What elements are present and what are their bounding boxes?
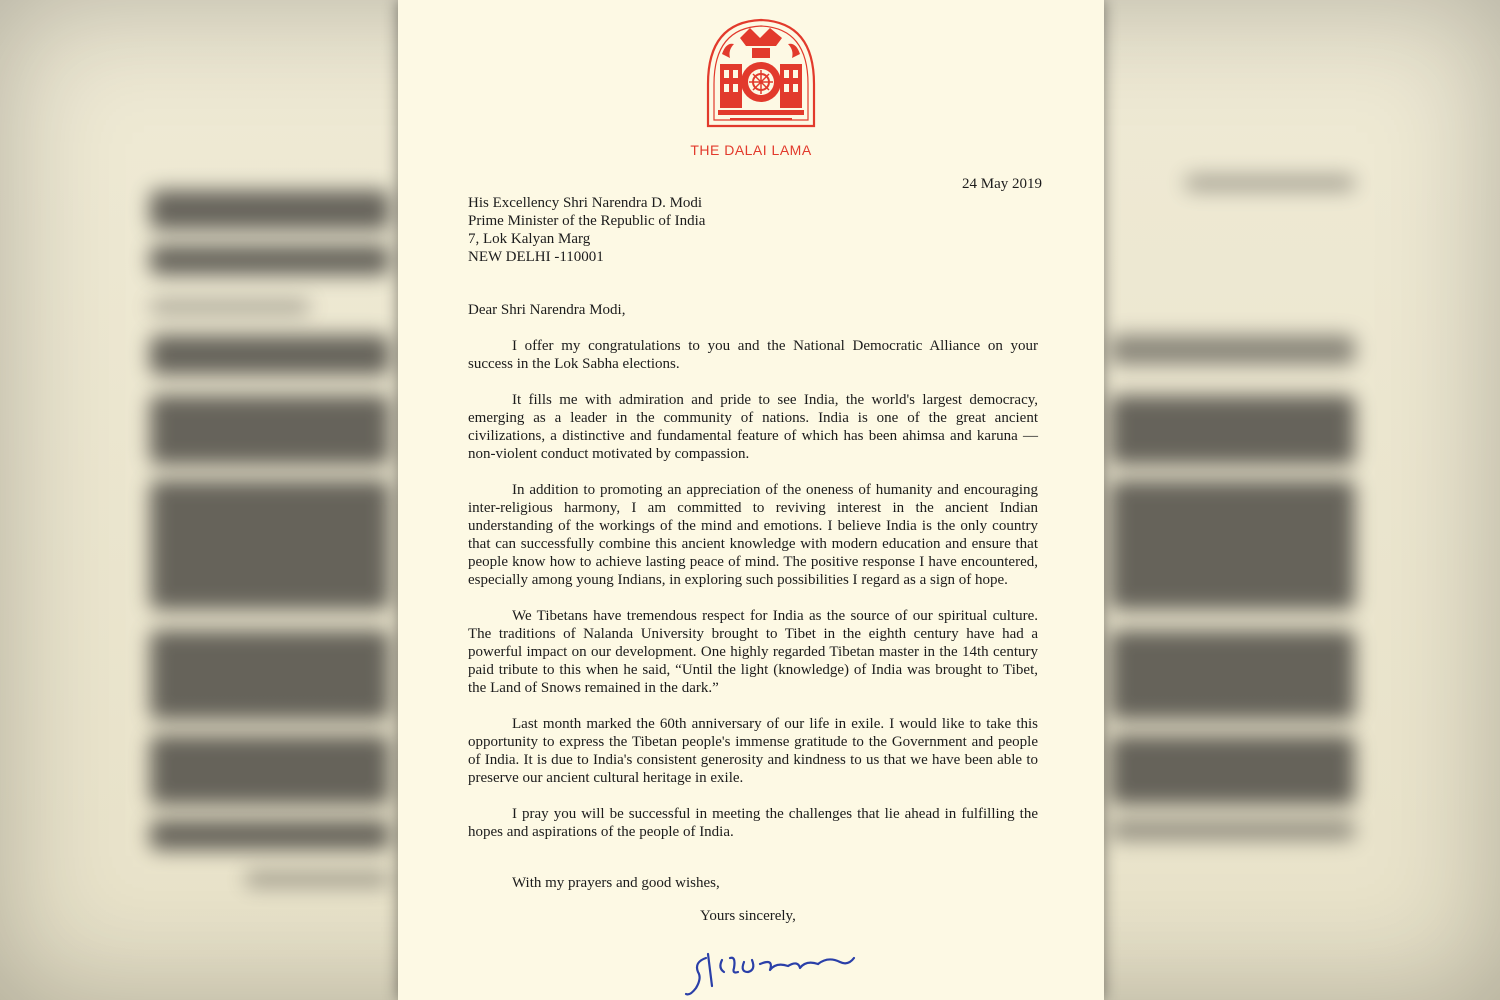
blurred-text	[150, 190, 390, 230]
seal-emblem-icon	[700, 14, 822, 136]
signature-icon	[678, 938, 868, 1000]
blurred-text	[150, 335, 390, 375]
blurred-text	[1110, 480, 1355, 610]
body-paragraph: I pray you will be successful in meeting the challenges that lie ahead in fulfilling the hopes and aspirations of the people of India.	[468, 806, 1038, 840]
blurred-text	[1110, 395, 1355, 465]
blurred-text	[150, 630, 390, 720]
body-paragraph: It fills me with admiration and pride to see India, the world's largest democracy, emerging as a leader in the community of nations. India is one of the great ancient civilizations, a distinctive and fundamental feature of which has been ahimsa and karuna — non-violent conduct motivated by compassion.	[468, 392, 1038, 462]
blurred-text	[150, 245, 390, 275]
blurred-text	[1110, 820, 1355, 840]
handwritten-signature	[678, 938, 868, 1000]
letter-date: 24 May 2019	[962, 176, 1042, 192]
closing-line: With my prayers and good wishes,	[512, 875, 720, 891]
body-paragraph: I offer my congratulations to you and the National Democratic Alliance on your success in the Lok Sabha elections.	[468, 338, 1038, 372]
blurred-text	[150, 820, 390, 850]
body-paragraph: In addition to promoting an appreciation of the oneness of humanity and encouraging inter-religious harmony, I am committed to reviving interest in the ancient Indian understanding of the workings of the mind and emotions. I believe India is the only country that can successfully combine this ancient knowledge with modern education and ensure that people know how to achieve lasting peace of mind. The positive response I have encountered, especially among young Indians, in exploring such possibilities I regard as a sign of hope.	[468, 482, 1038, 588]
blurred-text	[1110, 335, 1355, 365]
sign-off: Yours sincerely,	[700, 908, 796, 924]
blurred-text	[150, 300, 310, 314]
address-line: His Excellency Shri Narendra D. Modi	[468, 195, 703, 211]
blurred-text	[1110, 735, 1355, 805]
address-line: Prime Minister of the Republic of India	[468, 213, 706, 229]
blurred-text	[150, 735, 390, 805]
recipient-address	[468, 194, 705, 266]
address-line: 7, Lok Kalyan Marg	[468, 231, 591, 247]
address-line: NEW DELHI -110001	[468, 249, 604, 265]
dalai-lama-seal	[700, 14, 822, 136]
letter-page	[398, 0, 1104, 1000]
body-paragraph: Last month marked the 60th anniversary of our life in exile. I would like to take this opportunity to express the Tibetan people's immense gratitude to the Government and people of India. It is due to India's consistent generosity and kindness to us that we have been able to preserve our ancient cultural heritage in exile.	[468, 716, 1038, 786]
salutation: Dear Shri Narendra Modi,	[468, 302, 626, 318]
blurred-text	[150, 480, 390, 610]
blurred-text	[245, 872, 390, 886]
letterhead-name: THE DALAI LAMA	[690, 142, 812, 158]
blurred-text	[150, 395, 390, 465]
blurred-text	[1110, 630, 1355, 720]
letter-body	[468, 337, 1038, 859]
blurred-text	[1185, 176, 1355, 190]
body-paragraph: We Tibetans have tremendous respect for India as the source of our spiritual culture. The traditions of Nalanda University brought to Tibet in the eighth century have had a powerful impact on our development. One highly regarded Tibetan master in the 14th century paid tribute to this when he said, “Until the light (knowledge) of India was brought to Tibet, the Land of Snows remained in the dark.”	[468, 608, 1038, 696]
